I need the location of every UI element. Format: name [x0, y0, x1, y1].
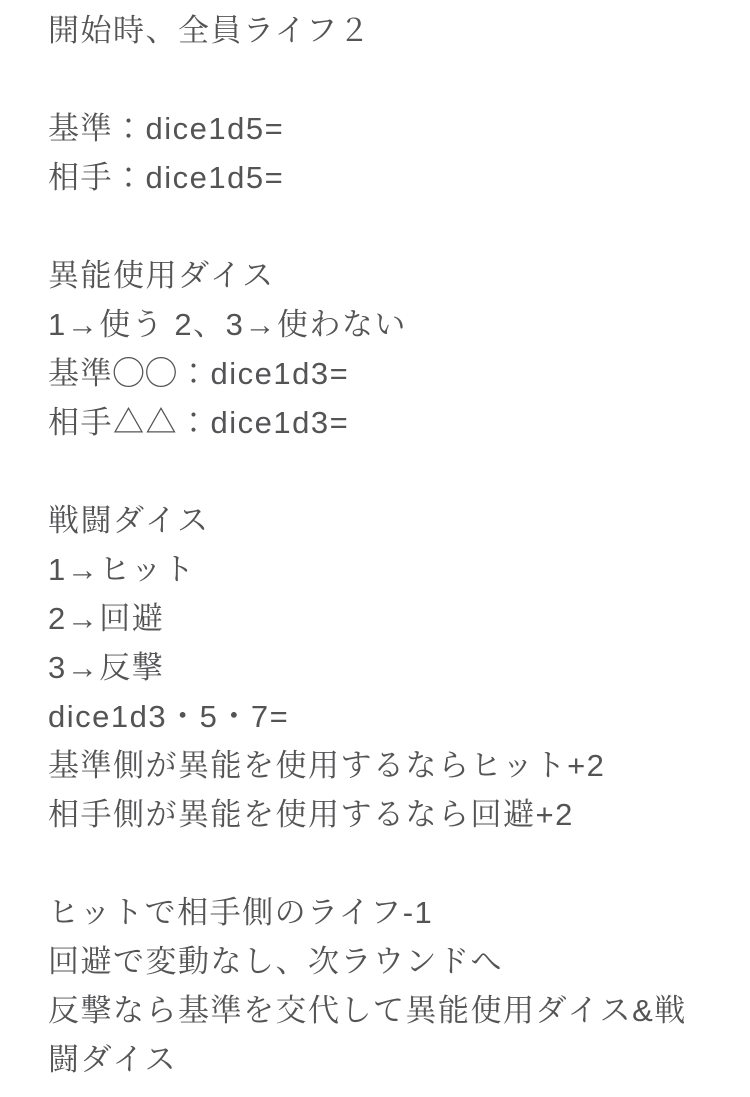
text-line: 3→反撃 — [48, 650, 165, 685]
text-line: 開始時、全員ライフ２ — [48, 13, 372, 48]
text-line: 基準側が異能を使用するならヒット+2 — [48, 748, 606, 783]
text-line: 基準◯◯：dice1d3= — [48, 356, 350, 391]
text-line: 1→ヒット — [48, 552, 196, 587]
text-line: 相手：dice1d5= — [48, 160, 285, 195]
text-line: 1→使う 2、3→使わない — [48, 307, 407, 342]
text-line: 異能使用ダイス — [48, 258, 275, 293]
paragraph-initial-life — [48, 6, 708, 55]
text-line: 基準：dice1d5= — [48, 111, 285, 146]
text-line: 相手△△：dice1d3= — [48, 405, 350, 440]
text-line: 相手側が異能を使用するなら回避+2 — [48, 797, 574, 832]
text-line: 戦闘ダイス — [48, 503, 210, 538]
paragraph-resolution — [48, 888, 708, 1084]
text-line: 2→回避 — [48, 601, 165, 636]
text-line: dice1d3・5・7= — [48, 699, 290, 734]
text-line: ヒットで相手側のライフ-1 — [48, 895, 434, 930]
paragraph-battle-dice — [48, 496, 708, 839]
text-line: 回避で変動なし、次ラウンドへ — [48, 944, 503, 979]
paragraph-ability-dice — [48, 251, 708, 447]
paragraph-base-rolls — [48, 104, 708, 202]
text-line: 反撃なら基準を交代して異能使用ダイス&戦闘ダイス — [48, 993, 687, 1077]
